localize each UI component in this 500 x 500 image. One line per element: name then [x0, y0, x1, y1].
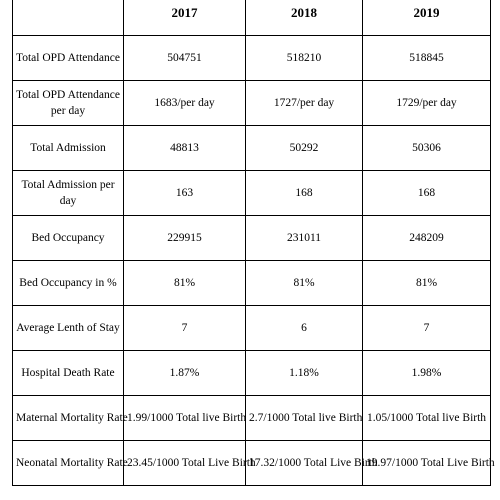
value-cell: 17.32/1000 Total Live Birth [246, 441, 363, 486]
value-cell: 1683/per day [124, 81, 246, 126]
value-cell: 1.05/1000 Total live Birth [363, 396, 491, 441]
value-cell: 7 [363, 306, 491, 351]
table-row [13, 36, 491, 81]
value-cell: 231011 [246, 216, 363, 261]
header-corner-cell [13, 0, 124, 36]
value-cell: 248209 [363, 216, 491, 261]
value-cell: 518845 [363, 36, 491, 81]
value-cell: 504751 [124, 36, 246, 81]
value-cell: 23.45/1000 Total Live Birth [124, 441, 246, 486]
row-label-cell: Total OPD Attendance per day [13, 81, 124, 126]
value-cell: 81% [363, 261, 491, 306]
row-label-cell: Total Admission per day [13, 171, 124, 216]
table-row [13, 171, 491, 216]
table-row [13, 216, 491, 261]
table-row [13, 441, 491, 486]
value-cell: 1.98% [363, 351, 491, 396]
row-label-cell: Hospital Death Rate [13, 351, 124, 396]
value-cell: 50306 [363, 126, 491, 171]
row-label-cell: Maternal Mortality Rate [13, 396, 124, 441]
table-row [13, 126, 491, 171]
table-header-row [13, 0, 491, 36]
value-cell: 168 [246, 171, 363, 216]
value-cell: 1729/per day [363, 81, 491, 126]
year-header-cell: 2019 [363, 0, 491, 36]
table-row [13, 261, 491, 306]
year-header-cell: 2018 [246, 0, 363, 36]
value-cell: 229915 [124, 216, 246, 261]
value-cell: 7 [124, 306, 246, 351]
table-row [13, 396, 491, 441]
value-cell: 81% [124, 261, 246, 306]
value-cell: 518210 [246, 36, 363, 81]
value-cell: 163 [124, 171, 246, 216]
row-label-cell: Bed Occupancy in % [13, 261, 124, 306]
table-row [13, 306, 491, 351]
value-cell: 81% [246, 261, 363, 306]
row-label-cell: Neonatal Mortality Rate [13, 441, 124, 486]
hospital-statistics-table [12, 0, 495, 486]
value-cell: 1727/per day [246, 81, 363, 126]
value-cell: 48813 [124, 126, 246, 171]
row-label-cell: Average Lenth of Stay [13, 306, 124, 351]
value-cell: 6 [246, 306, 363, 351]
row-label-cell: Bed Occupancy [13, 216, 124, 261]
value-cell: 1.99/1000 Total live Birth [124, 396, 246, 441]
value-cell: 2.7/1000 Total live Birth [246, 396, 363, 441]
value-cell: 19.97/1000 Total Live Birth [363, 441, 491, 486]
value-cell: 50292 [246, 126, 363, 171]
row-label-cell: Total OPD Attendance [13, 36, 124, 81]
value-cell: 168 [363, 171, 491, 216]
value-cell: 1.18% [246, 351, 363, 396]
table-row [13, 81, 491, 126]
value-cell: 1.87% [124, 351, 246, 396]
table-row [13, 351, 491, 396]
year-header-cell: 2017 [124, 0, 246, 36]
row-label-cell: Total Admission [13, 126, 124, 171]
